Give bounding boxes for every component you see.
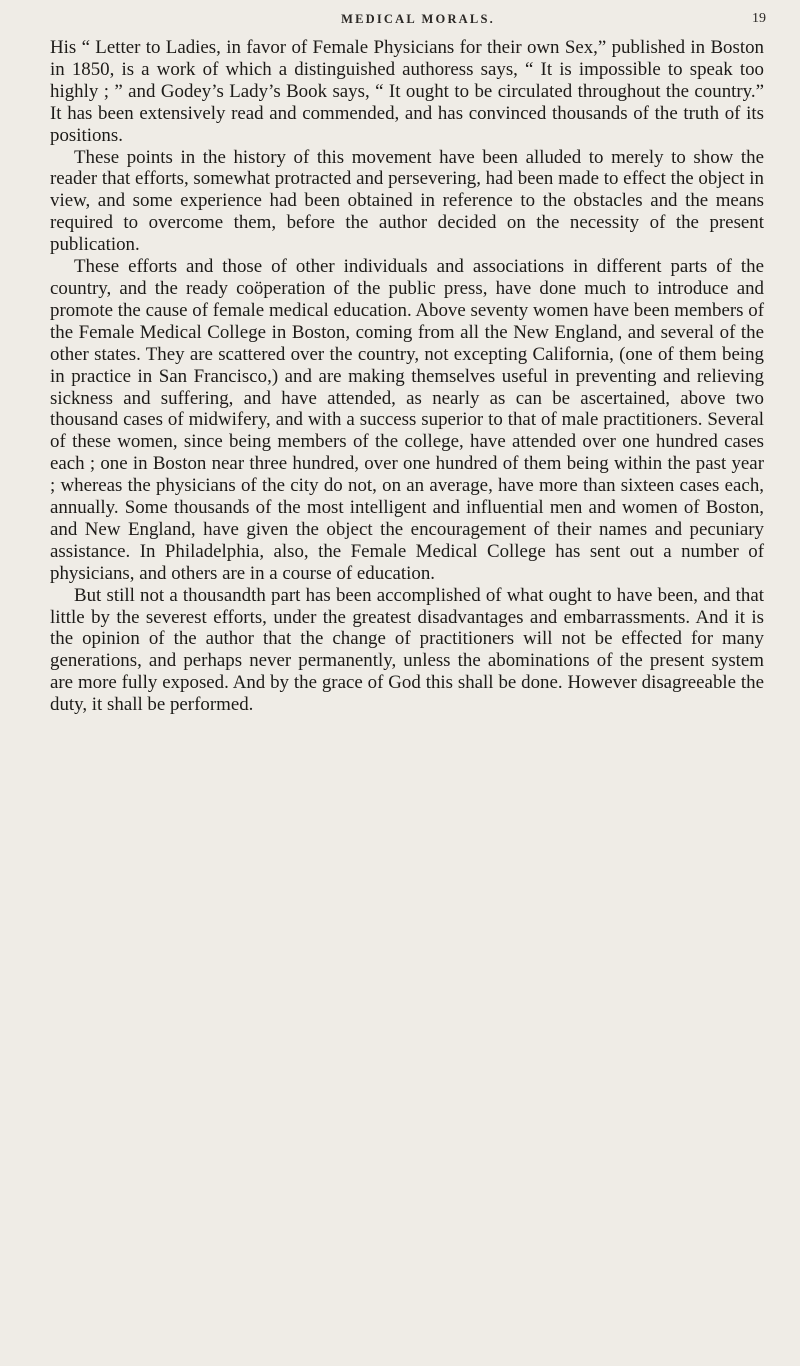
paragraph: These points in the history of this movement have been alluded to merely to show the reader that efforts, somewhat protracted and persevering, had been made to effect the object in view, and some experience had been obtained in reference to the obstacles and the means required to overcome them, before the author decided on the necessity of the present publication.	[50, 146, 764, 256]
body-text	[50, 37, 764, 716]
paragraph: His “ Letter to Ladies, in favor of Female Physicians for their own Sex,” published in Boston in 1850, is a work of which a distinguished authoress says, “ It is impossible to speak too highly ; ” and Godey’s Lady’s Book says, “ It ought to be circulated throughout the country.” It has been extensively read and commended, and has convinced thousands of the truth of its positions.	[50, 37, 764, 146]
paragraph: These efforts and those of other individuals and associations in different parts of the country, and the ready coöperation of the public press, have done much to introduce and promote the cause of female medical education. Above seventy women have been members of the Female Medical College in Boston, coming from all the New England, and several of the other states. They are scattered over the country, not excepting California, (one of them being in practice in San Francisco,) and are making themselves useful in preventing and relieving sickness and suffering, and have attended, as nearly as can be ascertained, above two thousand cases of midwifery, and with a success superior to that of male practitioners. Several of these women, since being members of the college, have attended over one hundred cases each ; one in Boston near three hundred, over one hundred of them being within the past year ; whereas the physicians of the city do not, on an average, have more than sixteen cases each, annually. Some thousands of the most intelligent and influential men and women of Boston, and New England, have given the object the encouragement of their names and pecuniary assistance. In Philadelphia, also, the Female Medical College has sent out a number of physicians, and others are in a course of education.	[50, 256, 764, 584]
running-head: MEDICAL MORALS.	[341, 12, 495, 26]
page-number: 19	[752, 11, 766, 26]
paragraph: But still not a thousandth part has been accomplished of what ought to have been, and that little by the severest efforts, under the greatest disadvantages and embarrassments. And it is the opinion of the author that the change of practitioners will not be effected for many generations, and perhaps never permanently, unless the abominations of the present system are more fully exposed. And by the grace of God this shall be done. However disagreeable the duty, it shall be performed.	[50, 584, 764, 716]
